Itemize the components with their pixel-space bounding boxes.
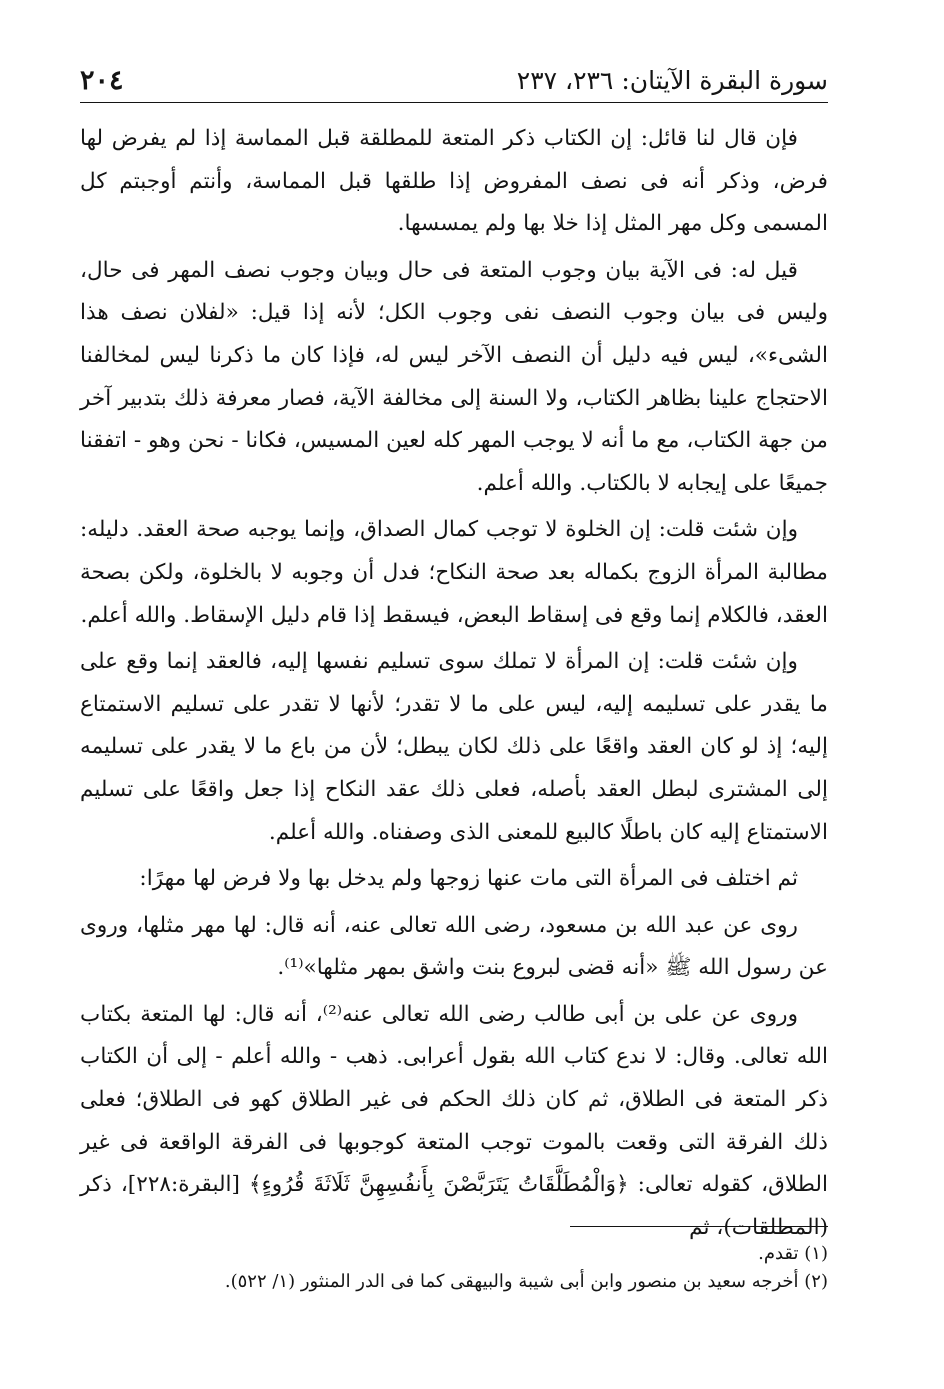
paragraph-reply: قيل له: فى الآية بيان وجوب المتعة فى حال وبيان وجوب نصف المهر فى حال، وليس فى بيان وجوب النصف نفى وجوب الكل؛ لأنه إذا قيل: «لفلان نصف هذا الشىء»، ليس فيه دليل أن النصف الآخر ليس له، فإذا كان ما ذكرنا ليس لمخالفنا الاحتجاج علينا بظاهر الكتاب، ولا السنة إلى مخالفة الآية، فصار معرفة ذلك بتدبير آخر من جهة الكتاب، مع ما أنه لا يوجب المهر كله لعين المسيس، فكانا - نحن وهو - اتفقنا جميعًا على إيجابه لا بالكتاب. والله أعلم. xyxy=(80,257,828,496)
footnote-2: (٢) أخرجه سعيد بن منصور وابن أبى شيبة والبيهقى كما فى الدر المنثور (١/ ٥٢٢). xyxy=(224,1271,828,1292)
paragraph-seclusion: وإن شئت قلت: إن الخلوة لا توجب كمال الصداق، وإنما يوجبه صحة العقد. دليله: مطالبة المرأة الزوج بكماله بعد صحة النكاح؛ فدل أن وجوبه لا بالخلوة، ولكن بصحة العقد، فالكلام إنما وقع فى إسقاط البعض، فيسقط إذا قام دليل الإسقاط. والله أعلم. xyxy=(80,517,828,628)
footnotes xyxy=(80,1240,828,1296)
paragraph-disagreement: ثم اختلف فى المرأة التى مات عنها زوجها ولم يدخل بها ولا فرض لها مهرًا: xyxy=(139,866,798,892)
paragraph-delivery: وإن شئت قلت: إن المرأة لا تملك سوى تسليم نفسها إليه، فالعقد إنما وقع على ما يقدر على تسليمه إليه، ليس على ما لا تقدر؛ لأنها لا تقدر على تسليم الاستمتاع إليه؛ إذ لو كان العقد واقعًا على ذلك لكان يبطل؛ لأن من باع ما لا يقدر على تسليمه إلى المشترى لبطل العقد بأصله، فعلى ذلك عقد النكاح إذا جعل واقعًا على تسليم الاستمتاع إليه كان باطلًا كالبيع للمعنى الذى وصفناه. والله أعلم. xyxy=(80,649,828,845)
running-title: سورة البقرة الآيتان: ٢٣٦، ٢٣٧ xyxy=(516,65,828,95)
paragraph-objection: فإن قال لنا قائل: إن الكتاب ذكر المتعة للمطلقة قبل المماسة إذا لم يفرض لها فرض، وذكر أنه فى نصف المفروض إذا طلقها قبل المماسة، وأنتم أوجبتم كل المسمى وكل مهر المثل إذا خلا بها ولم يمسسها. xyxy=(80,126,828,237)
footnote-1: (١) تقدم. xyxy=(758,1243,828,1264)
footnote-divider xyxy=(570,1226,828,1227)
main-text xyxy=(80,118,828,1253)
paragraph-ibn-masud: روى عن عبد الله بن مسعود، رضى الله تعالى عنه، أنه قال: لها مهر مثلها، وروى عن رسول الله ﷺ «أنه قضى لبروع بنت واشق بمهر مثلها»⁽¹⁾. xyxy=(80,912,828,981)
paragraph-ali: وروى عن على بن أبى طالب رضى الله تعالى عنه⁽²⁾، أنه قال: لها المتعة بكتاب الله تعالى. وقال: لا ندع كتاب الله بقول أعرابى. ذهب - والله أعلم - إلى أن الكتاب ذكر المتعة فى الطلاق، ثم كان ذلك الحكم فى غير الطلاق كهو فى الطلاق؛ فعلى ذلك الفرقة التى وقعت بالموت توجب المتعة كوجوبها فى الفرقة الواقعة فى غير الطلاق، كقوله تعالى: ﴿وَالْمُطَلَّقَاتُ يَتَرَبَّصْنَ بِأَنفُسِهِنَّ ثَلَاثَةَ قُرُوءٍ﴾ [البقرة:٢٢٨]، ذكر (المطلقات)، ثم xyxy=(80,1001,828,1240)
page-number: ٢٠٤ xyxy=(80,64,124,96)
page-header xyxy=(80,58,828,103)
